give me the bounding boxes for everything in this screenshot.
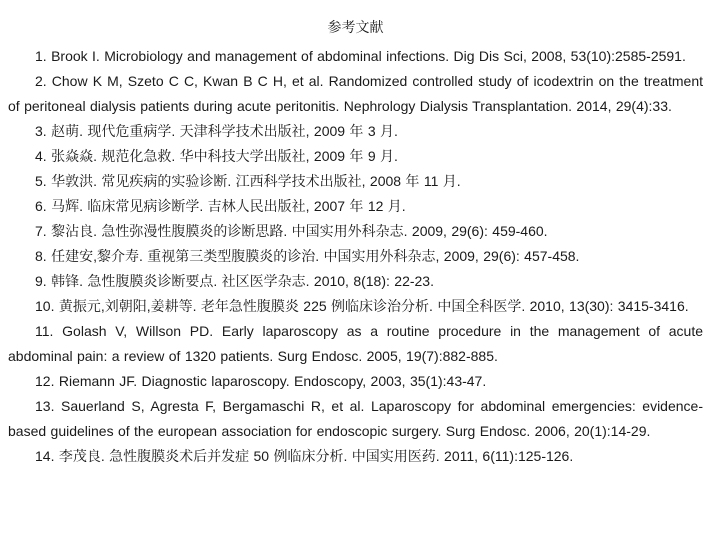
section-title: 参考文献 — [327, 19, 384, 35]
reference-item-2: 2. Chow K M, Szeto C C, Kwan B C H, et al. Randomized controlled study of icodextrin on the treatment of peritoneal dialysis patients during acute peritonitis. Nephrology Dialysis Transplantation. 2014, 29(4):33. — [8, 73, 703, 114]
reference-item-7: 7. 黎沾良. 急性弥漫性腹膜炎的诊断思路. 中国实用外科杂志. 2009, 29(6): 459-460. — [35, 223, 548, 239]
reference-item-13: 13. Sauerland S, Agresta F, Bergamaschi R, et al. Laparoscopy for abdominal emergencies: evidence-based guidelines of the european association for endoscopic surgery. Surg Endosc. 2006, 20(1):14-29. — [8, 398, 703, 439]
reference-item-11: 11. Golash V, Willson PD. Early laparoscopy as a routine procedure in the management of acute abdominal pain: a review of 1320 patients. Surg Endosc. 2005, 19(7):882-885. — [8, 323, 703, 364]
reference-item-1: 1. Brook I. Microbiology and management of abdominal infections. Dig Dis Sci, 2008, 53(10):2585-2591. — [35, 48, 686, 64]
reference-item-3: 3. 赵萌. 现代危重病学. 天津科学技术出版社, 2009 年 3 月. — [35, 123, 398, 139]
reference-item-10: 10. 黄振元,刘朝阳,姜耕等. 老年急性腹膜炎 225 例临床诊治分析. 中国全科医学. 2010, 13(30): 3415-3416. — [35, 298, 689, 314]
reference-item-14: 14. 李茂良. 急性腹膜炎术后并发症 50 例临床分析. 中国实用医药. 2011, 6(11):125-126. — [35, 448, 574, 464]
reference-item-5: 5. 华敦洪. 常见疾病的实验诊断. 江西科学技术出版社, 2008 年 11 月. — [35, 173, 461, 189]
reference-item-6: 6. 马辉. 临床常见病诊断学. 吉林人民出版社, 2007 年 12 月. — [35, 198, 406, 214]
reference-item-9: 9. 韩锋. 急性腹膜炎诊断要点. 社区医学杂志. 2010, 8(18): 22-23. — [35, 273, 434, 289]
reference-item-8: 8. 任建安,黎介寿. 重视第三类型腹膜炎的诊治. 中国实用外科杂志, 2009, 29(6): 457-458. — [35, 248, 580, 264]
reference-item-12: 12. Riemann JF. Diagnostic laparoscopy. Endoscopy, 2003, 35(1):43-47. — [35, 373, 487, 389]
reference-item-4: 4. 张焱焱. 规范化急救. 华中科技大学出版社, 2009 年 9 月. — [35, 148, 398, 164]
